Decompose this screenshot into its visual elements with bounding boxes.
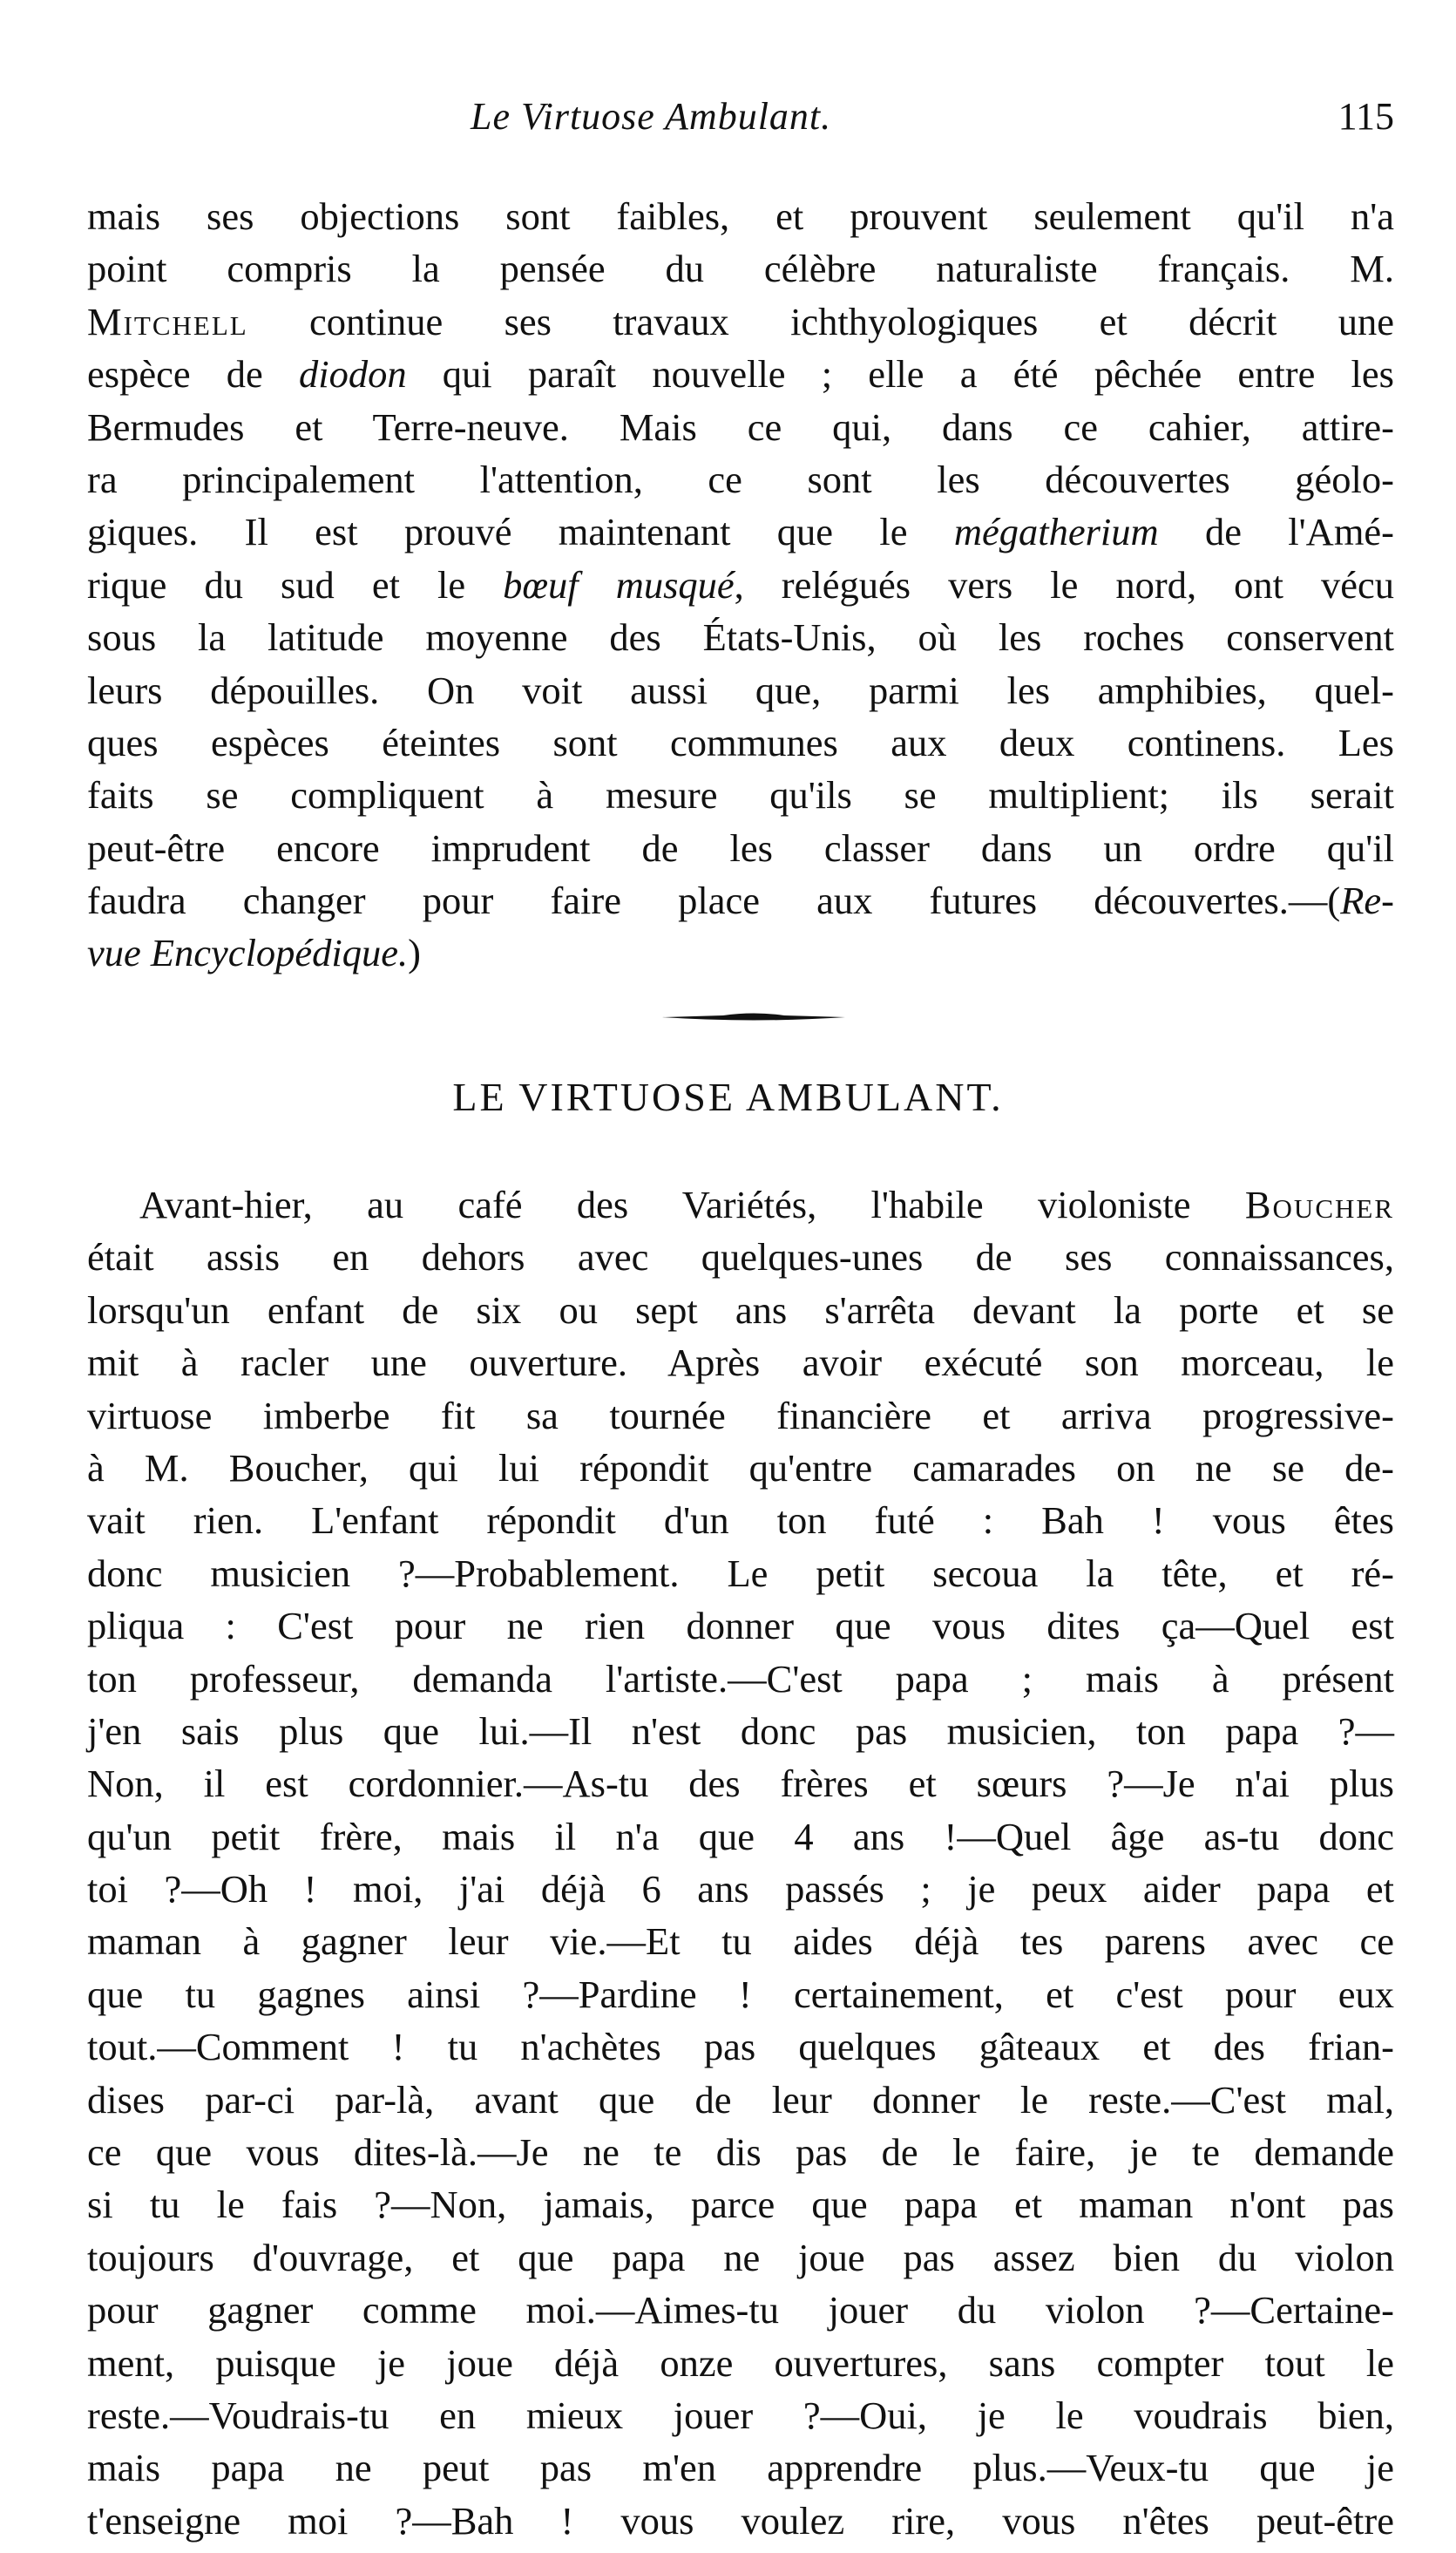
paragraph-virtuose [87,1178,1394,2547]
text-fragment: rique du sud et le [87,562,504,607]
text-line: à M. Boucher, qui lui répondit qu'entre camarades on ne se de- [87,1445,1394,1490]
text-line: maman à gagner leur vie.—Et tu aides déjà tes parens avec ce [87,1919,1394,1964]
text-line: j'en sais plus que lui.—Il n'est donc pas musicien, ton papa ?— [87,1708,1394,1753]
text-line: ques espèces éteintes sont communes aux deux continens. Les [87,720,1394,764]
text-line: si tu le fais ?—Non, jamais, parce que papa et maman n'ont pas [87,2183,1394,2227]
text-line: que tu gagnes ainsi ?—Pardine ! certainement, et c'est pour eux [87,1972,1394,2016]
text-line: ment, puisque je joue déjà onze ouvertures, sans compter tout le [87,2340,1394,2385]
text-line: virtuose imberbe fit sa tournée financière et arriva progressive- [87,1393,1394,1437]
text-fragment: de l'Amé- [1158,510,1395,554]
source-citation: vue Encyclopédique. [87,931,409,975]
text-line: donc musicien ?—Probablement. Le petit secoua la tête, et ré- [87,1551,1394,1595]
source-citation: Re- [1340,879,1394,923]
text-line: tout.—Comment ! tu n'achètes pas quelques gâteaux et des frian- [87,2025,1394,2069]
text-line: toi ?—Oh ! moi, j'ai déjà 6 ans passés ; je peux aider papa et [87,1867,1394,1911]
text-line [87,1178,1394,1231]
text-line [87,559,1394,611]
text-line [87,874,1394,927]
name-boucher: Boucher [1244,1183,1394,1226]
text-line: Bermudes et Terre-neuve. Mais ce qui, dans ce cahier, attire- [87,404,1394,449]
text-line: toujours d'ouvrage, et que papa ne joue pas assez bien du violon [87,2235,1394,2279]
text-fragment: qui paraît nouvelle ; elle a été pêchée entre les [406,352,1394,397]
text-line [87,506,1394,558]
text-line: sous la latitude moyenne des États-Unis, où les roches conservent [87,615,1394,660]
author-name-mitchell: Mitchell [87,299,248,343]
section-title: LE VIRTUOSE AMBULANT. [452,1075,1004,1119]
text-line: ra principalement l'attention, ce sont les découvertes géolo- [87,457,1394,501]
section-divider-ornament [662,1011,845,1023]
paragraph-review [87,190,1394,980]
text-line: lorsqu'un enfant de six ou sept ans s'arrêta devant la porte et se [87,1287,1394,1332]
text-line: faits se compliquent à mesure qu'ils se multiplient; ils serait [87,773,1394,818]
text-fragment: ) [408,931,421,975]
running-title: Le Virtuose Ambulant. [471,95,832,138]
text-line: t'enseigne moi ?—Bah ! vous voulez rire, vous n'êtes peut-être [87,2498,1394,2543]
text-line: pour gagner comme moi.—Aimes-tu jouer du violon ?—Certaine- [87,2288,1394,2332]
text-line: ce que vous dites-là.—Je ne te dis pas de le faire, je te demande [87,2130,1394,2175]
running-head [87,94,1394,146]
text-line: reste.—Voudrais-tu en mieux jouer ?—Oui, je le voudrais bien, [87,2393,1394,2437]
text-line: vait rien. L'enfant répondit d'un ton futé : Bah ! vous êtes [87,1498,1394,1543]
term-megatherium: mégatherium [953,510,1159,554]
text-line: point compris la pensée du célèbre naturaliste français. M. [87,247,1394,291]
text-line: ton professeur, demanda l'artiste.—C'est papa ; mais à présent [87,1656,1394,1701]
text-fragment: , relégués vers le nord, ont vécu [734,562,1395,607]
text-line: leurs dépouilles. On voit aussi que, parmi les amphibies, quel- [87,668,1394,712]
page-number: 115 [1337,95,1394,138]
text-line: dises par-ci par-là, avant que de leur donner le reste.—C'est mal, [87,2077,1394,2122]
text-line [87,348,1394,400]
text-line: Non, il est cordonnier.—As-tu des frères et sœurs ?—Je n'ai plus [87,1762,1394,1806]
text-line [87,927,1394,979]
text-line: pliqua : C'est pour ne rien donner que vous dites ça—Quel est [87,1604,1394,1648]
text-fragment: Avant-hier, au café des Variétés, l'habile violoniste [139,1183,1245,1226]
text-fragment: faudra changer pour faire place aux futures découvertes.—( [87,879,1341,923]
text-line: mit à racler une ouverture. Après avoir exécuté son morceau, le [87,1341,1394,1385]
text-fragment: espèce de [87,352,299,397]
text-line: qu'un petit frère, mais il n'a que 4 ans !—Quel âge as-tu donc [87,1814,1394,1858]
text-fragment: giques. Il est prouvé maintenant que le [87,510,954,554]
text-line: peut-être encore imprudent de les classer dans un ordre qu'il [87,825,1394,870]
term-boeuf-musque: bœuf musqué [503,562,735,607]
text-line: mais ses objections sont faibles, et prouvent seulement qu'il n'a [87,194,1394,238]
term-diodon: diodon [298,352,407,397]
text-line [87,295,1394,348]
text-line: était assis en dehors avec quelques-unes de ses connaissances, [87,1235,1394,1280]
text-fragment: continue ses travaux ichthyologiques et décrit une [247,299,1394,343]
text-line: mais papa ne peut pas m'en apprendre plus.—Veux-tu que je [87,2446,1394,2490]
